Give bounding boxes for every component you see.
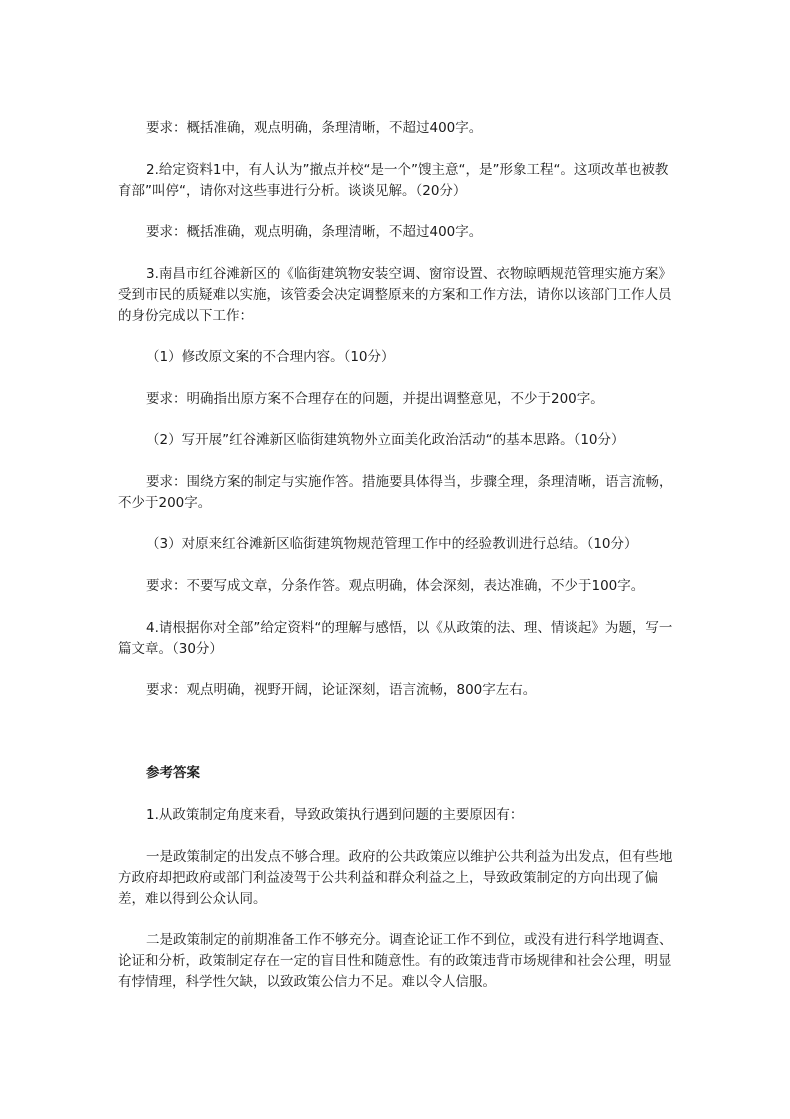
requirement-q3-2: 要求：围绕方案的制定与实施作答。措施要具体得当，步骤全理，条理清晰，语言流畅，不少于200字。 (118, 474, 673, 511)
answer-1-point-1: 一是政策制定的出发点不够合理。政府的公共政策应以维护公共利益为出发点，但有些地方政府却把政府或部门利益凌驾于公共利益和群众利益之上，导致政策制定的方向出现了偏差，难以得到公众认同。 (118, 849, 673, 907)
question-3-part-1: （1）修改原文案的不合理内容。（10分） (146, 349, 395, 365)
question-3-part-3: （3）对原来红谷滩新区临街建筑物规范管理工作中的经验教训进行总结。（10分） (146, 536, 638, 552)
requirement-q2: 要求：概括准确，观点明确，条理清晰，不超过400字。 (146, 224, 483, 240)
answer-1-intro: 1.从政策制定角度来看，导致政策执行遇到问题的主要原因有： (146, 807, 524, 823)
question-4: 4.请根据你对全部”给定资料“的理解与感悟，以《从政策的法、理、情谈起》为题，写一篇文章。（30分） (118, 620, 673, 657)
answer-heading: 参考答案 (146, 765, 200, 781)
question-3-part-2: （2）写开展”红谷滩新区临街建筑物外立面美化政治活动“的基本思路。（10分） (146, 432, 625, 448)
answer-1-point-2: 二是政策制定的前期准备工作不够充分。调查论证工作不到位，或没有进行科学地调查、论证和分析，政策制定存在一定的盲目性和随意性。有的政策违背市场规律和社会公理，明显有悖情理，科学性欠缺，以致政策公信力不足。难以令人信服。 (118, 932, 673, 990)
requirement-q3-1: 要求：明确指出原方案不合理存在的问题，并提出调整意见，不少于200字。 (146, 391, 604, 407)
requirement-q3-3: 要求：不要写成文章，分条作答。观点明确，体会深刻，表达准确，不少于100字。 (146, 578, 645, 594)
question-2: 2.给定资料1中，有人认为”撤点并校“是一个”馊主意“，是”形象工程“。这项改革也被教育部”叫停“，请你对这些事进行分析。谈谈见解。（20分） (118, 162, 669, 199)
question-3: 3.南昌市红谷滩新区的《临街建筑物安装空调、窗帘设置、衣物晾晒规范管理实施方案》受到市民的质疑难以实施，该管委会决定调整原来的方案和工作方法，请你以该部门工作人员的身份完成以下工作： (118, 266, 672, 324)
requirement-q1: 要求：概括准确，观点明确，条理清晰，不超过400字。 (146, 120, 483, 136)
requirement-q4: 要求：观点明确，视野开阔，论证深刻，语言流畅，800字左右。 (146, 682, 537, 698)
